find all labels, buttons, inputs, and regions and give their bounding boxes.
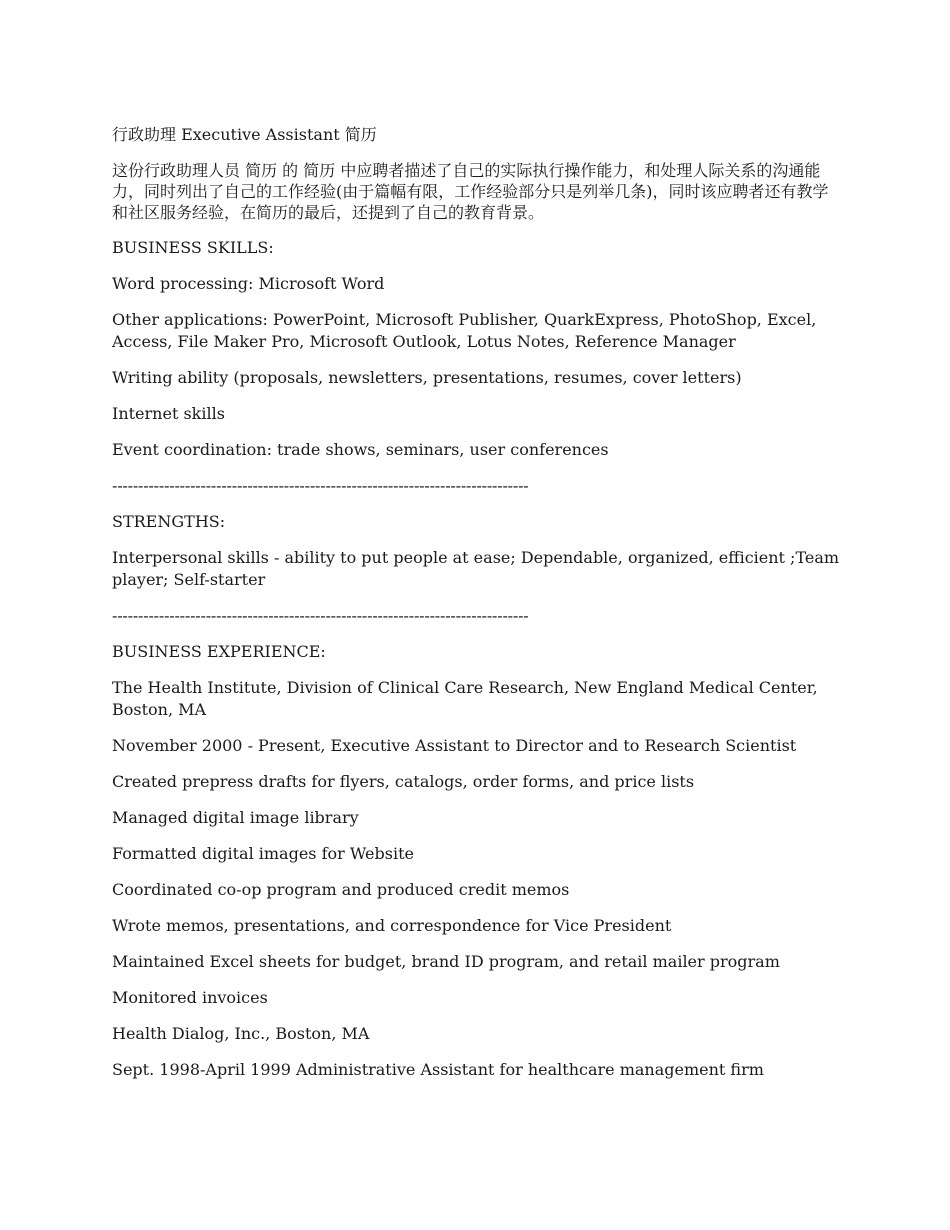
experience-item: The Health Institute, Division of Clinical Care Research, New England Medical Center, Boston, MA [112, 678, 818, 719]
experience-item: November 2000 - Present, Executive Assistant to Director and to Research Scientist [112, 736, 797, 755]
experience-item: Coordinated co-op program and produced credit memos [112, 880, 570, 899]
experience-item: Monitored invoices [112, 988, 268, 1007]
experience-item: Managed digital image library [112, 808, 359, 827]
skill-item: Writing ability (proposals, newsletters, presentations, resumes, cover letters) [112, 368, 742, 387]
business-skills-heading: BUSINESS SKILLS: [112, 238, 274, 257]
intro-paragraph: 这份行政助理人员 简历 的 简历 中应聘者描述了自己的实际执行操作能力，和处理人际关系的沟通能力，同时列出了自己的工作经验(由于篇幅有限，工作经验部分只是列举几条)，同时该应聘者还有教学和社区服务经验，在简历的最后，还提到了自己的教育背景。 [112, 161, 829, 222]
strengths-heading: STRENGTHS: [112, 512, 226, 531]
experience-item: Created prepress drafts for flyers, catalogs, order forms, and price lists [112, 772, 695, 791]
skill-item: Internet skills [112, 404, 225, 423]
skill-item: Word processing: Microsoft Word [112, 274, 385, 293]
section-divider: -------------------------------------------------------------------------------- [112, 476, 529, 495]
experience-item: Formatted digital images for Website [112, 844, 414, 863]
skill-item: Other applications: PowerPoint, Microsoft Publisher, QuarkExpress, PhotoShop, Excel, Access, File Maker Pro, Microsoft Outlook, Lotus Notes, Reference Manager [112, 310, 817, 351]
document-page [112, 124, 842, 1095]
experience-item: Maintained Excel sheets for budget, brand ID program, and retail mailer program [112, 952, 780, 971]
document-title: 行政助理 Executive Assistant 简历 [112, 125, 377, 144]
section-divider: -------------------------------------------------------------------------------- [112, 606, 529, 625]
experience-item: Health Dialog, Inc., Boston, MA [112, 1024, 370, 1043]
skill-item: Event coordination: trade shows, seminars, user conferences [112, 440, 609, 459]
experience-item: Wrote memos, presentations, and correspondence for Vice President [112, 916, 672, 935]
strengths-text: Interpersonal skills - ability to put people at ease; Dependable, organized, efficient ;Team player; Self-starter [112, 548, 840, 589]
experience-item: Sept. 1998-April 1999 Administrative Assistant for healthcare management firm [112, 1060, 764, 1079]
business-experience-heading: BUSINESS EXPERIENCE: [112, 642, 326, 661]
